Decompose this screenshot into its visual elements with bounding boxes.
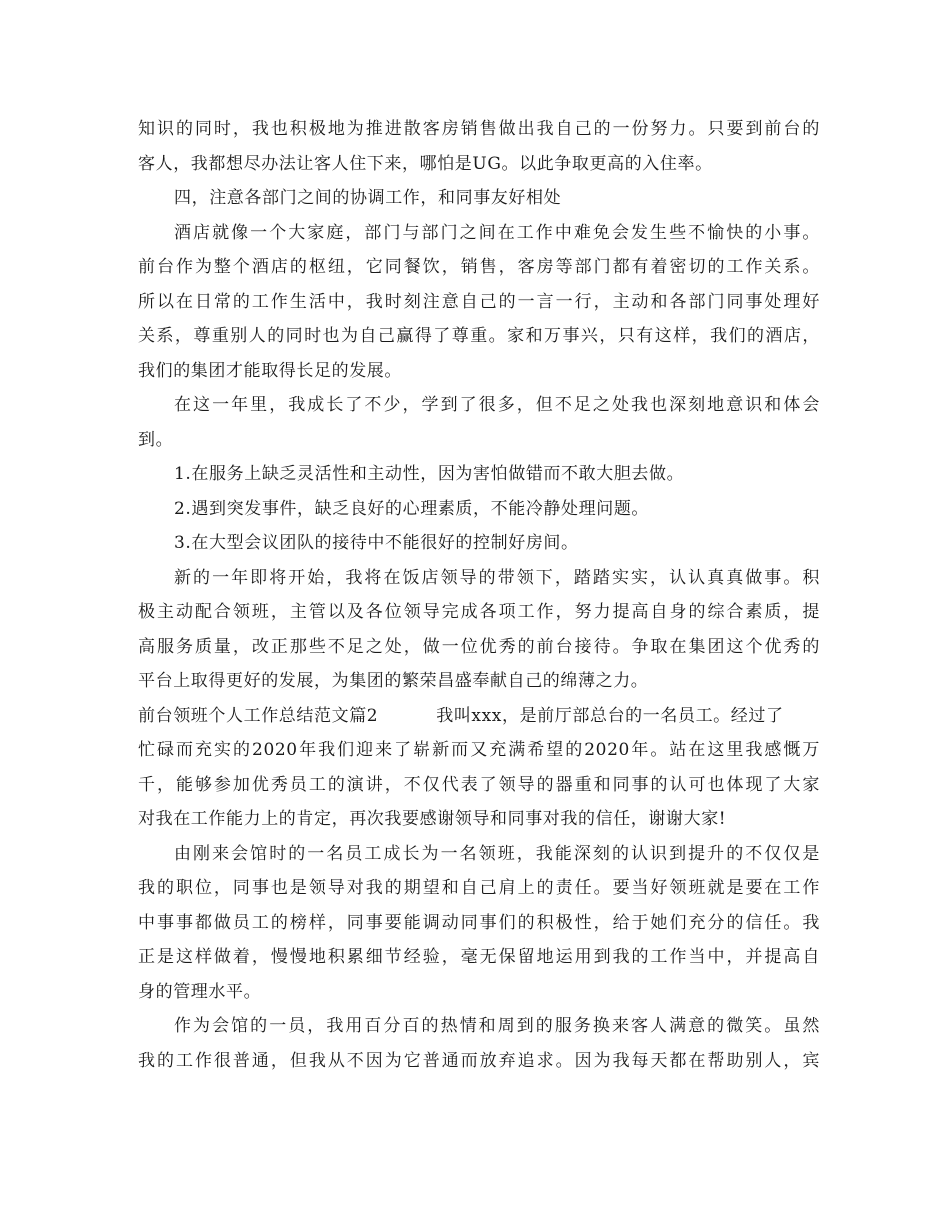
text-line: 极主动配合领班，主管以及各位领导完成各项工作，努力提高自身的综合素质，提 [138, 602, 820, 622]
text-line: 中事事都做员工的榜样，同事要能调动同事们的积极性，给于她们充分的信任。我 [138, 912, 820, 933]
paragraph-start: 在这一年里，我成长了不少，学到了很多，但不足之处我也深刻地意识和体会 [174, 395, 820, 415]
text-line: 正是这样做着，慢慢地积累细节经验，毫无保留地运用到我的工作当中，并提高自 [138, 947, 820, 967]
paragraph-start: 由刚来会馆时的一名员工成长为一名领班，我能深刻的认识到提升的不仅仅是 [174, 843, 820, 864]
text-line: 我的职位，同事也是领导对我的期望和自己肩上的责任。要当好领班就是要在工作 [138, 878, 820, 898]
text-line: 所以在日常的工作生活中，我时刻注意自己的一言一行，主动和各部门同事处理好 [138, 291, 820, 312]
text-line: 客人，我都想尽办法让客人住下来，哪怕是UG。以此争取更高的入住率。 [138, 153, 713, 174]
section-title: 前台领班个人工作总结范文篇2 [138, 705, 379, 726]
section-title-line [138, 699, 820, 734]
text-line: 平台上取得更好的发展，为集团的繁荣昌盛奉献自己的绵薄之力。 [138, 671, 649, 691]
text-line: 高服务质量，改正那些不足之处，做一位优秀的前台接待。争取在集团这个优秀的 [138, 636, 820, 657]
text-line: 忙碌而充实的2020年我们迎来了崭新而又充满希望的2020年。站在这里我感慨万 [138, 740, 820, 760]
list-item: 2.遇到突发事件，缺乏良好的心理素质，不能冷静处理问题。 [174, 498, 650, 519]
section-heading: 四，注意各部门之间的协调工作，和同事友好相处 [174, 188, 562, 208]
text-line: 到。 [138, 429, 174, 450]
text-line: 关系，尊重别人的同时也为自己赢得了尊重。家和万事兴，只有这样，我们的酒店， [138, 326, 820, 346]
paragraph-start: 酒店就像一个大家庭，部门与部门之间在工作中难免会发生些不愉快的小事。 [174, 222, 820, 243]
text-line: 前台作为整个酒店的枢纽，它同餐饮，销售，客房等部门都有着密切的工作关系。 [138, 257, 820, 277]
text-line: 千，能够参加优秀员工的演讲，不仅代表了领导的器重和同事的认可也体现了大家 [138, 774, 820, 795]
paragraph-start: 作为会馆的一员，我用百分百的热情和周到的服务换来客人满意的微笑。虽然 [174, 1016, 820, 1036]
text-line: 知识的同时，我也积极地为推进散客房销售做出我自己的一份努力。只要到前台的 [138, 119, 820, 139]
document-page [138, 112, 820, 1078]
text-line: 身的管理水平。 [138, 981, 262, 1002]
list-item: 1.在服务上缺乏灵活性和主动性，因为害怕做错而不敢大胆去做。 [174, 464, 685, 484]
list-item: 3.在大型会议团队的接待中不能很好的控制好房间。 [174, 533, 579, 553]
text-line: 我们的集团才能取得长足的发展。 [138, 360, 402, 381]
text-line: 对我在工作能力上的肯定，再次我要感谢领导和同事对我的信任，谢谢大家! [138, 809, 727, 829]
text-line: 我的工作很普通，但我从不因为它普通而放弃追求。因为我每天都在帮助别人，宾 [138, 1050, 820, 1071]
section-first-text: 我叫xxx，是前厅部总台的一名员工。经过了 [436, 705, 784, 726]
paragraph-start: 新的一年即将开始，我将在饭店领导的带领下，踏踏实实，认认真真做事。积 [174, 567, 820, 588]
